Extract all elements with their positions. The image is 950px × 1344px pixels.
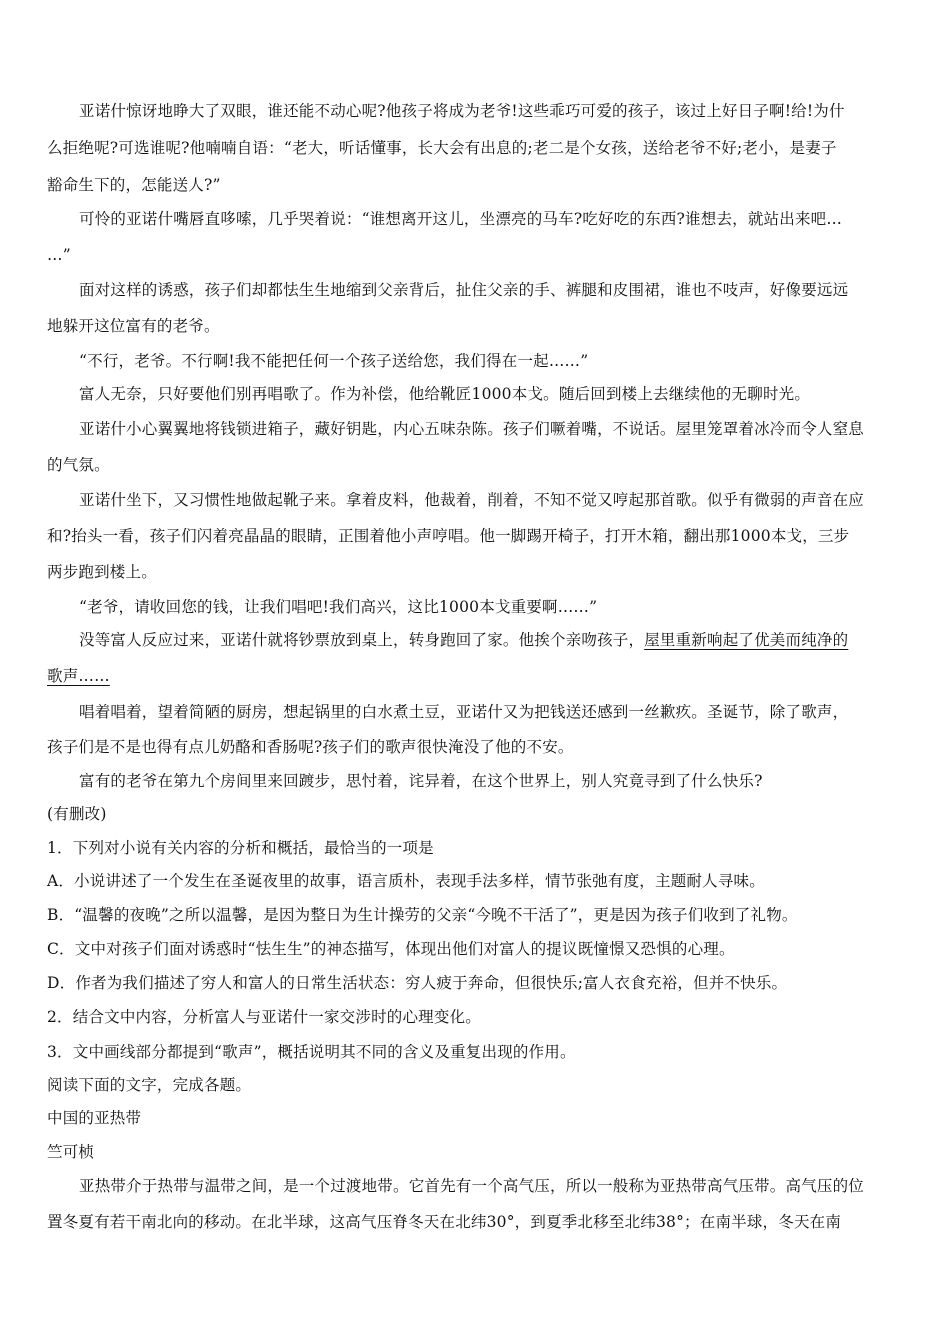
- paragraph-text: 没等富人反应过来，亚诺什就将钞票放到桌上，转身跑回了家。他挨个亲吻孩子，: [79, 631, 645, 649]
- question-1: 1．下列对小说有关内容的分析和概括，最恰当的一项是: [47, 839, 434, 857]
- paragraph-line: 的气氛。: [47, 456, 110, 474]
- paragraph-line: 豁命生下的，怎能送人?”: [47, 176, 221, 194]
- paragraph-line: 唱着唱着，望着简陋的厨房，想起锅里的白水煮土豆，亚诺什又为把钱送还感到一丝歉疚。圣诞节，除了歌声，: [79, 703, 849, 721]
- paragraph-line: 和?抬头一看，孩子们闪着亮晶晶的眼睛，正围着他小声哼唱。他一脚踢开椅子，打开木箱，翻出那1000本戈，三步: [47, 527, 850, 545]
- instruction: 阅读下面的文字，完成各题。: [47, 1076, 252, 1094]
- paragraph-line: 置冬夏有若干南北向的移动。在北半球，这高气压脊冬天在北纬30°，到夏季北移至北纬38°；在南半球，冬天在南: [47, 1213, 842, 1231]
- article-title: 中国的亚热带: [47, 1109, 142, 1127]
- paragraph-line: 亚诺什惊讶地睁大了双眼，谁还能不动心呢?他孩子将成为老爷!这些乖巧可爱的孩子，该过上好日子啊!给!为什: [79, 102, 845, 120]
- option-b: B．“温馨的夜晚”之所以温馨，是因为整日为生计操劳的父亲“今晚不干活了”，更是因为孩子们收到了礼物。: [47, 906, 798, 924]
- article-author: 竺可桢: [47, 1143, 95, 1161]
- paragraph-line: 富有的老爷在第九个房间里来回踱步，思忖着，诧异着，在这个世界上，别人究竟寻到了什么快乐?: [79, 772, 763, 790]
- option-c: C．文中对孩子们面对诱惑时“怯生生”的神态描写，体现出他们对富人的提议既憧憬又恐惧的心理。: [47, 940, 735, 958]
- question-3: 3．文中画线部分都提到“歌声”，概括说明其不同的含义及重复出现的作用。: [47, 1043, 576, 1061]
- option-a: A．小说讲述了一个发生在圣诞夜里的故事，语言质朴，表现手法多样，情节张弛有度，主题耐人寻味。: [47, 872, 765, 890]
- paragraph-line: 亚诺什小心翼翼地将钱锁进箱子，藏好钥匙，内心五味杂陈。孩子们噘着嘴，不说话。屋里笼罩着冰冷而令人窒息: [79, 420, 865, 438]
- paragraph-line: 富人无奈，只好要他们别再唱歌了。作为补偿，他给靴匠1000本戈。随后回到楼上去继续他的无聊时光。: [79, 385, 811, 403]
- underlined-text: 屋里重新响起了优美而纯净的: [644, 631, 849, 649]
- option-d: D．作者为我们描述了穷人和富人的日常生活状态：穷人疲于奔命，但很快乐;富人衣食充裕，但并不快乐。: [47, 974, 788, 992]
- paragraph-line: “不行，老爷。不行啊!我不能把任何一个孩子送给您，我们得在一起……”: [79, 352, 589, 370]
- paragraph-line: 两步跑到楼上。: [47, 563, 157, 581]
- paragraph-line: 亚诺什坐下，又习惯性地做起靴子来。拿着皮料，他裁着，削着，不知不觉又哼起那首歌。似乎有微弱的声音在应: [79, 491, 865, 509]
- underlined-text: 歌声……: [47, 667, 110, 685]
- paragraph-line: [79, 629, 848, 651]
- paragraph-line: 么拒绝呢?可选谁呢?他喃喃自语：“老大，听话懂事，长大会有出息的;老二是个女孩，送给老爷不好;老小，是妻子: [47, 139, 837, 157]
- paragraph-line: 亚热带介于热带与温带之间，是一个过渡地带。它首先有一个高气压，所以一般称为亚热带高气压带。高气压的位: [79, 1177, 865, 1195]
- paragraph-line: …”: [47, 246, 71, 264]
- paragraph-line: 地躲开这位富有的老爷。: [47, 317, 220, 335]
- paragraph-line: 可怜的亚诺什嘴唇直哆嗦，几乎哭着说：“谁想离开这儿，坐漂亮的马车?吃好吃的东西?谁想去，就站出来吧…: [79, 210, 843, 228]
- paragraph-line: 面对这样的诱惑，孩子们却都怯生生地缩到父亲背后，扯住父亲的手、裤腿和皮围裙，谁也不吱声，好像要远远: [79, 281, 849, 299]
- paragraph-line: 孩子们是不是也得有点儿奶酪和香肠呢?孩子们的歌声很快淹没了他的不安。: [47, 738, 574, 756]
- question-2: 2．结合文中内容，分析富人与亚诺什一家交涉时的心理变化。: [47, 1008, 481, 1026]
- paragraph-line: “老爷，请收回您的钱，让我们唱吧!我们高兴，这比1000本戈重要啊……”: [79, 598, 598, 616]
- source-note: (有删改): [47, 805, 107, 823]
